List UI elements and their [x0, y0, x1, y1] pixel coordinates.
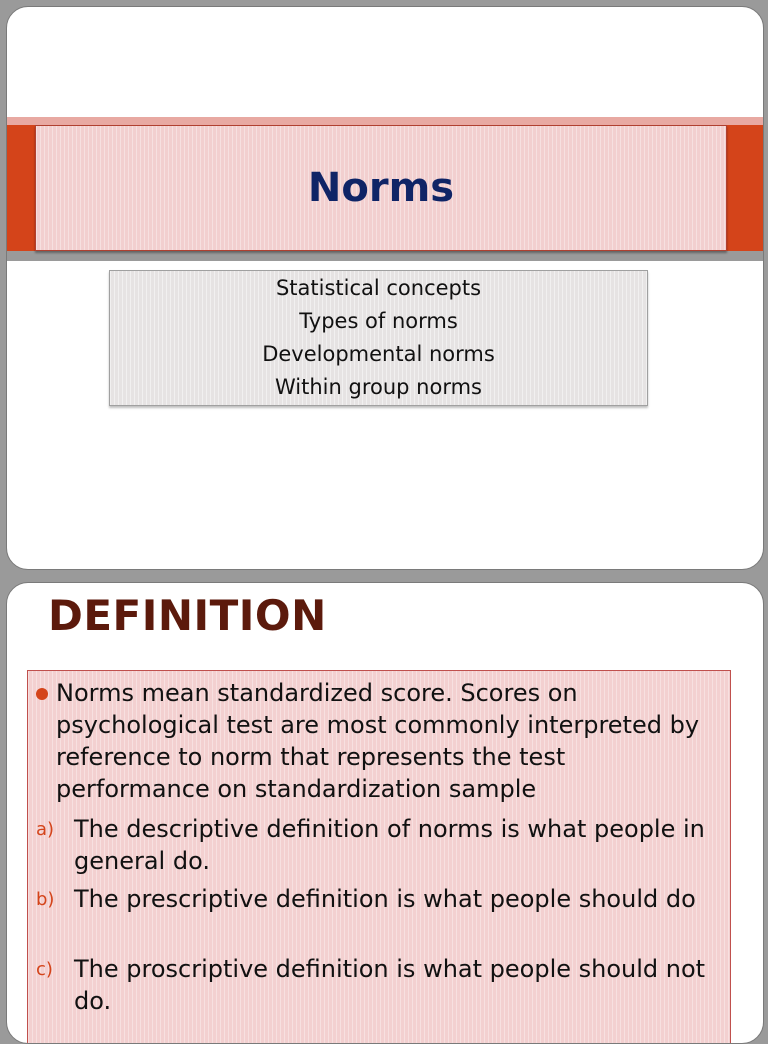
list-item-b [36, 883, 726, 915]
subtitle-line: Statistical concepts [275, 276, 482, 300]
bullet-dot-icon [36, 688, 48, 700]
decor-band-light [7, 117, 763, 125]
slide-title [6, 6, 764, 570]
subtitle-line: Within group norms [275, 375, 482, 399]
definition-heading: DEFINITION [48, 591, 327, 640]
decor-band-gray [7, 251, 763, 261]
list-marker: a) [36, 819, 55, 840]
title-box [35, 125, 727, 251]
subtitle-line: Developmental norms [262, 342, 495, 366]
bullet-text: Norms mean standardized score. Scores on psychological test are most commonly interpreted by reference to norm that represents the test performance on standardization sample [56, 679, 700, 803]
list-item-text: The proscriptive definition is what people should not do. [74, 955, 706, 1015]
list-item-a [36, 813, 726, 877]
list-item-text: The prescriptive definition is what people should do [74, 885, 696, 913]
subtitle-line: Types of norms [299, 309, 458, 333]
list-marker: b) [36, 889, 55, 910]
slide-title-text: Norms [307, 165, 455, 211]
definition-content-box [27, 670, 731, 1044]
list-marker: c) [36, 959, 53, 980]
bullet-item [36, 677, 726, 805]
list-item-c [36, 953, 726, 1017]
list-item-text: The descriptive definition of norms is what people in general do. [74, 815, 705, 875]
slide-definition [6, 582, 764, 1044]
subtitle-box [109, 270, 648, 406]
